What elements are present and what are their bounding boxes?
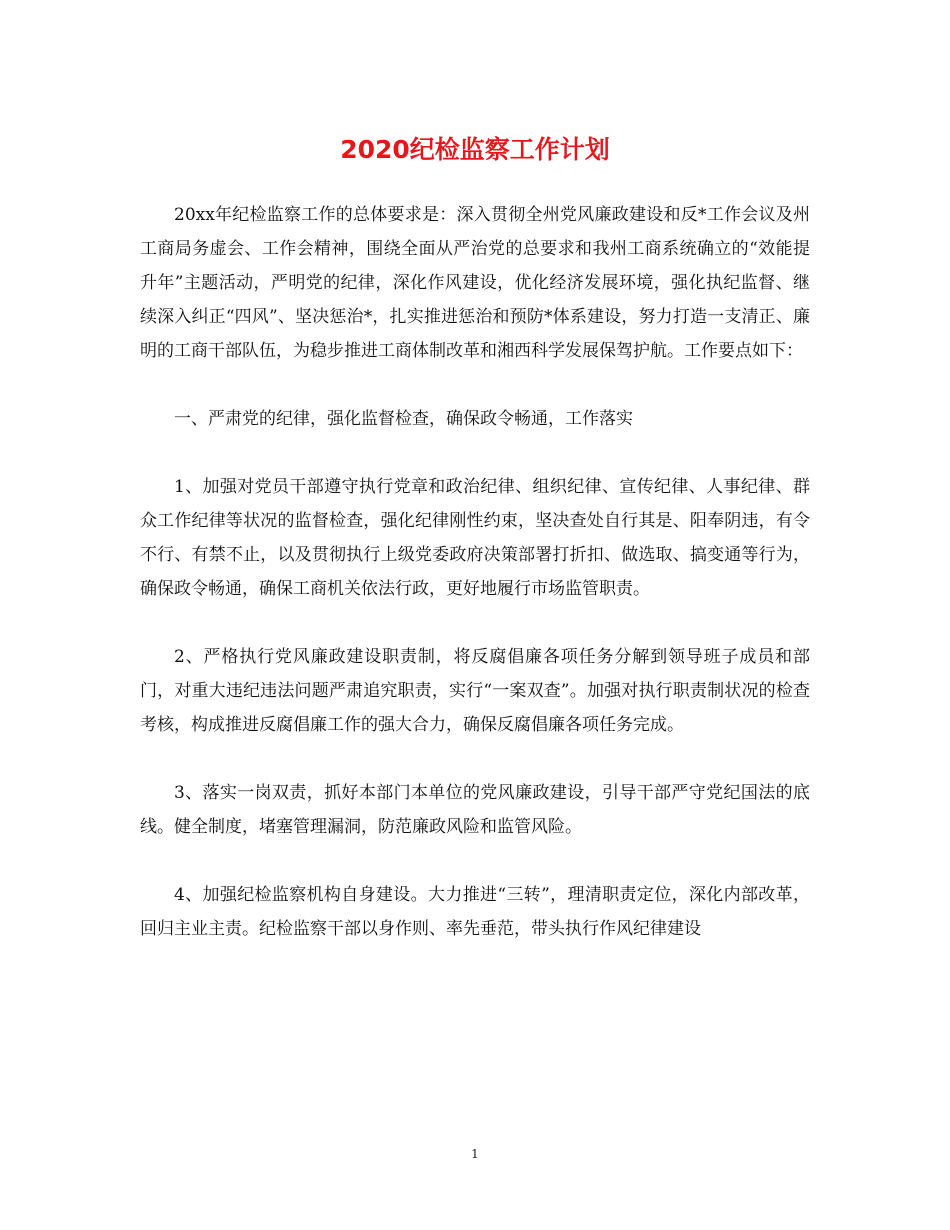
paragraph-item-1: 1、加强对党员干部遵守执行党章和政治纪律、组织纪律、宣传纪律、人事纪律、群众工作纪律等状况的监督检查，强化纪律刚性约束，坚决查处自行其是、阳奉阴违，有令不行、有禁不止，以及贯彻执行上级党委政府决策部署打折扣、做选取、搞变通等行为，确保政令畅通，确保工商机关依法行政，更好地履行市场监管职责。 [140,477,810,599]
paragraph-gap [140,606,810,640]
paragraph-intro: 20xx年纪检监察工作的总体要求是：深入贯彻全州党风廉政建设和反*工作会议及州工商局务虚会、工作会精神，围绕全面从严治党的总要求和我州工商系统确立的“效能提升年”主题活动，严明党的纪律，深化作风建设，优化经济发展环境，强化执纪监督、继续深入纠正“四风”、坚决惩治*，扎实推进惩治和预防*体系建设，努力打造一支清正、廉明的工商干部队伍，为稳步推进工商体制改革和湘西科学发展保驾护航。工作要点如下： [140,205,810,361]
paragraph-item-3: 3、落实一岗双责，抓好本部门本单位的党风廉政建设，引导干部严守党纪国法的底线。健全制度，堵塞管理漏洞，防范廉政风险和监管风险。 [140,783,810,837]
paragraph-gap [140,368,810,402]
paragraph-gap [140,742,810,776]
paragraph-item-4: 4、加强纪检监察机构自身建设。大力推进“三转”，理清职责定位，深化内部改革，回归主业主责。纪检监察干部以身作则、率先垂范，带头执行作风纪律建设 [140,885,810,939]
document-title: 2020纪检监察工作计划 [340,135,610,164]
paragraph-item-2: 2、严格执行党风廉政建设职责制，将反腐倡廉各项任务分解到领导班子成员和部门，对重大违纪违法问题严肃追究职责，实行“一案双查”。加强对执行职责制状况的检查考核，构成推进反腐倡廉工作的强大合力，确保反腐倡廉各项任务完成。 [140,647,810,735]
document-body [140,198,810,946]
section-heading-1: 一、严肃党的纪律，强化监督检查，确保政令畅通，工作落实 [174,409,633,429]
page-number: 1 [471,1147,479,1161]
paragraph-gap [140,436,810,470]
paragraph-gap [140,844,810,878]
